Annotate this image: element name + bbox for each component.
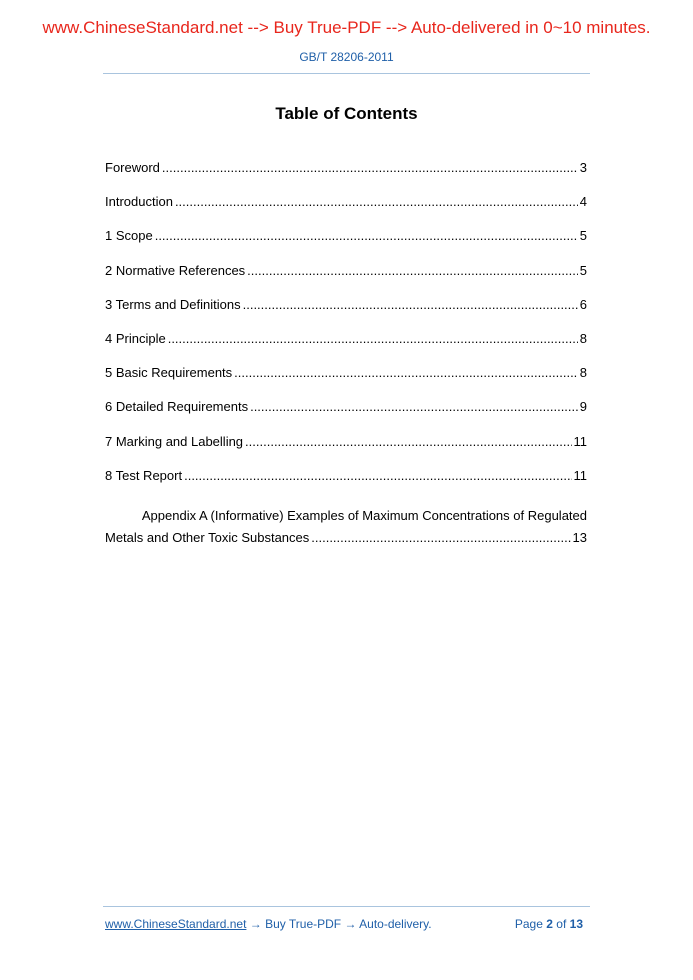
toc-entry-title: 1 Scope bbox=[105, 228, 153, 244]
toc-entry-basic-requirements[interactable] bbox=[105, 365, 587, 399]
page-total: 13 bbox=[569, 917, 583, 931]
arrow-icon: → bbox=[341, 917, 360, 931]
toc-leader-dots bbox=[311, 530, 570, 545]
document-number: GB/T 28206-2011 bbox=[299, 50, 394, 64]
toc-entry-title: 8 Test Report bbox=[105, 467, 183, 483]
page-current: 2 bbox=[546, 917, 553, 931]
toc-leader-dots bbox=[234, 365, 578, 380]
toc-leader-dots bbox=[250, 399, 578, 414]
toc-entry-title-line1: Appendix A (Informative) Examples of Maximum Concentrations of Regulated bbox=[141, 507, 587, 523]
header-banner[interactable]: www.ChineseStandard.net --> Buy True-PDF --> Auto-delivered in 0~10 minutes. bbox=[42, 18, 651, 37]
toc-entry-title: 6 Detailed Requirements bbox=[105, 399, 249, 415]
toc-entry-marking-and-labelling[interactable] bbox=[105, 434, 587, 468]
page-label: Page bbox=[514, 917, 543, 931]
toc-entry-title: 7 Marking and Labelling bbox=[105, 433, 244, 449]
toc-entry-detailed-requirements[interactable] bbox=[105, 399, 587, 433]
toc-entry-page: 8 bbox=[579, 330, 587, 346]
toc-entry-title: Foreword bbox=[105, 160, 160, 175]
toc-entry-page: 11 bbox=[573, 467, 587, 483]
toc-entry-page: 6 bbox=[579, 296, 587, 312]
toc-entry-page: 9 bbox=[579, 399, 587, 415]
toc-leader-dots bbox=[162, 160, 578, 175]
toc-entry-foreword[interactable] bbox=[105, 160, 587, 194]
toc-leader-dots bbox=[155, 228, 578, 243]
footer-divider bbox=[103, 906, 590, 907]
toc-entry-page: 13 bbox=[572, 529, 587, 545]
footer-delivery-text: Auto-delivery. bbox=[359, 917, 432, 931]
toc-entry-title: 3 Terms and Definitions bbox=[105, 296, 241, 312]
toc-leader-dots bbox=[243, 297, 578, 312]
table-of-contents bbox=[105, 160, 587, 558]
of-label: of bbox=[556, 917, 567, 931]
footer-buy-link[interactable]: Buy True-PDF bbox=[265, 917, 342, 931]
toc-title: Table of Contents bbox=[275, 104, 418, 123]
toc-entry-title: 2 Normative References bbox=[105, 262, 246, 278]
toc-entry-title: Introduction bbox=[105, 194, 173, 210]
toc-entry-principle[interactable] bbox=[105, 331, 587, 365]
footer-links bbox=[105, 917, 432, 931]
toc-entry-page: 5 bbox=[579, 228, 587, 244]
header-divider bbox=[103, 73, 590, 74]
footer-site-link[interactable]: www.ChineseStandard.net bbox=[105, 917, 247, 931]
toc-entry-terms-and-definitions[interactable] bbox=[105, 297, 587, 331]
toc-entry-appendix-a[interactable] bbox=[105, 502, 587, 558]
toc-entry-page: 4 bbox=[579, 194, 587, 210]
toc-entry-title-line2: Metals and Other Toxic Substances bbox=[105, 529, 310, 545]
toc-leader-dots bbox=[184, 468, 571, 483]
toc-leader-dots bbox=[245, 434, 571, 449]
toc-entry-page: 3 bbox=[579, 160, 587, 175]
arrow-icon: → bbox=[246, 917, 266, 931]
toc-entry-page: 11 bbox=[573, 433, 587, 449]
toc-entry-page: 8 bbox=[579, 365, 587, 381]
toc-entry-scope[interactable] bbox=[105, 228, 587, 262]
toc-entry-test-report[interactable] bbox=[105, 468, 587, 502]
toc-entry-title: 5 Basic Requirements bbox=[105, 365, 233, 381]
toc-entry-page: 5 bbox=[579, 262, 587, 278]
toc-leader-dots bbox=[168, 331, 578, 346]
toc-entry-title: 4 Principle bbox=[105, 330, 166, 346]
toc-entry-normative-references[interactable] bbox=[105, 263, 587, 297]
toc-entry-introduction[interactable] bbox=[105, 194, 587, 228]
toc-leader-dots bbox=[247, 263, 578, 278]
page-indicator bbox=[515, 917, 583, 931]
toc-leader-dots bbox=[175, 194, 578, 209]
